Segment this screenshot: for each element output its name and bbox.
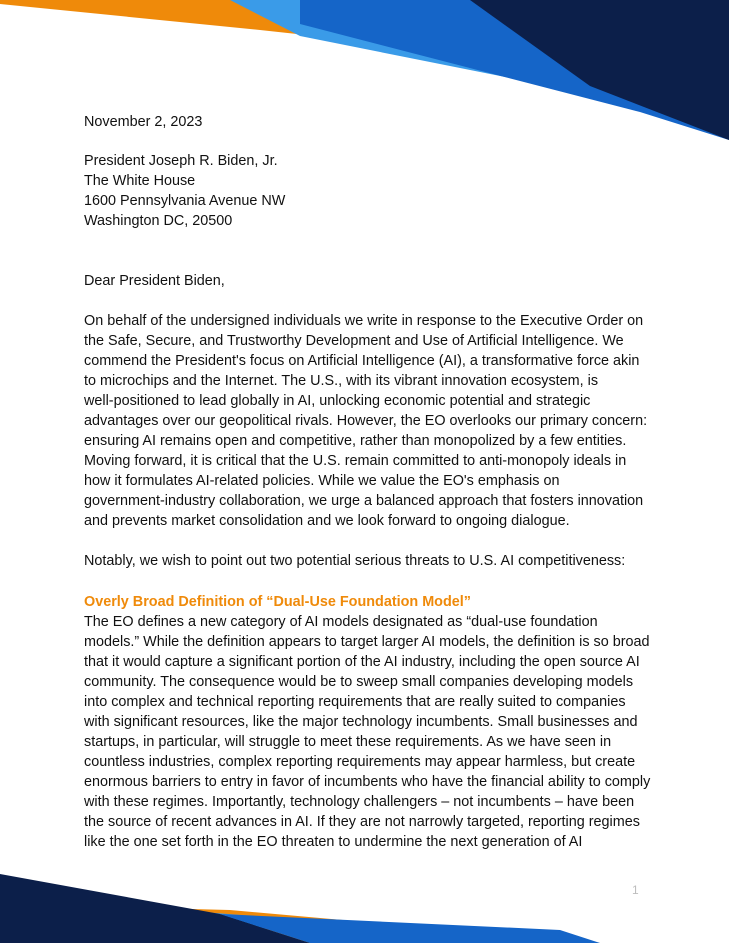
- paragraph-line: models.” While the definition appears to target larger AI models, the definition is so broad: [84, 634, 650, 650]
- salutation: Dear President Biden,: [84, 273, 225, 289]
- paragraph-line: The EO defines a new category of AI models designated as “dual-use foundation: [84, 614, 598, 630]
- paragraph-line: countless industries, complex reporting requirements may appear harmless, but create: [84, 754, 636, 770]
- address-line: 1600 Pennsylvania Avenue NW: [84, 193, 286, 209]
- paragraph-line: ensuring AI remains open and competitive, rather than monopolized by a few entities.: [84, 433, 627, 449]
- paragraph-line: the Safe, Secure, and Trustworthy Development and Use of Artificial Intelligence. We: [84, 333, 624, 349]
- paragraph-line: On behalf of the undersigned individuals we write in response to the Executive Order on: [84, 313, 644, 329]
- paragraph-line: how it formulates AI-related policies. While we value the EO's emphasis on: [84, 473, 560, 489]
- address-line: Washington DC, 20500: [84, 213, 233, 229]
- footer-lightblue-band: [0, 896, 330, 943]
- paragraph-line: to microchips and the Internet. The U.S., with its vibrant innovation ecosystem, is: [84, 373, 599, 389]
- footer-orange-band: [0, 904, 600, 943]
- section-heading: Overly Broad Definition of “Dual-Use Foundation Model”: [84, 594, 471, 610]
- paragraph-line: advantages over our geopolitical rivals. However, the EO overlooks our primary concern:: [84, 413, 648, 429]
- footer-blue-band: [220, 914, 600, 943]
- paragraph-line: like the one set forth in the EO threaten to undermine the next generation of AI: [84, 834, 583, 850]
- paragraph-line: startups, in particular, will struggle to meet these requirements. As we have seen in: [84, 734, 612, 750]
- paragraph-line: government-industry collaboration, we urge a balanced approach that fosters innovation: [84, 493, 644, 509]
- header-blue-band: [300, 0, 729, 140]
- paragraph-line: into complex and technical reporting requirements that are really suited to companies: [84, 694, 626, 710]
- paragraph-line: enormous barriers to entry in favor of incumbents who have the financial ability to comply: [84, 774, 651, 790]
- address-line: The White House: [84, 173, 196, 189]
- paragraph-line: and prevents market consolidation and we look forward to ongoing dialogue.: [84, 513, 570, 529]
- header-navy-band: [470, 0, 729, 140]
- paragraph-line: that it would capture a significant portion of the AI industry, including the open source AI: [84, 654, 640, 670]
- paragraph-threats: Notably, we wish to point out two potential serious threats to U.S. AI competitiveness:: [84, 553, 626, 569]
- header-orange-band: [0, 0, 520, 56]
- paragraph-line: Moving forward, it is critical that the U.S. remain committed to anti-monopoly ideals in: [84, 453, 627, 469]
- paragraph-line: with significant resources, like the major technology incumbents. Small businesses and: [84, 714, 638, 730]
- paragraph-line: the source of recent advances in AI. If they are not narrowly targeted, reporting regimes: [84, 814, 640, 830]
- address-line: President Joseph R. Biden, Jr.: [84, 153, 278, 169]
- paragraph-line: commend the President's focus on Artificial Intelligence (AI), a transformative force akin: [84, 353, 640, 369]
- page-number: 1: [632, 883, 639, 897]
- header-lightblue-band: [230, 0, 560, 88]
- paragraph-line: with these regimes. Importantly, technology challengers – not incumbents – have been: [84, 794, 635, 810]
- letter-date: November 2, 2023: [84, 114, 203, 130]
- paragraph-line: well-positioned to lead globally in AI, unlocking economic potential and strategic: [84, 393, 591, 409]
- footer-navy-band: [0, 874, 310, 943]
- paragraph-line: community. The consequence would be to sweep small companies developing models: [84, 674, 634, 690]
